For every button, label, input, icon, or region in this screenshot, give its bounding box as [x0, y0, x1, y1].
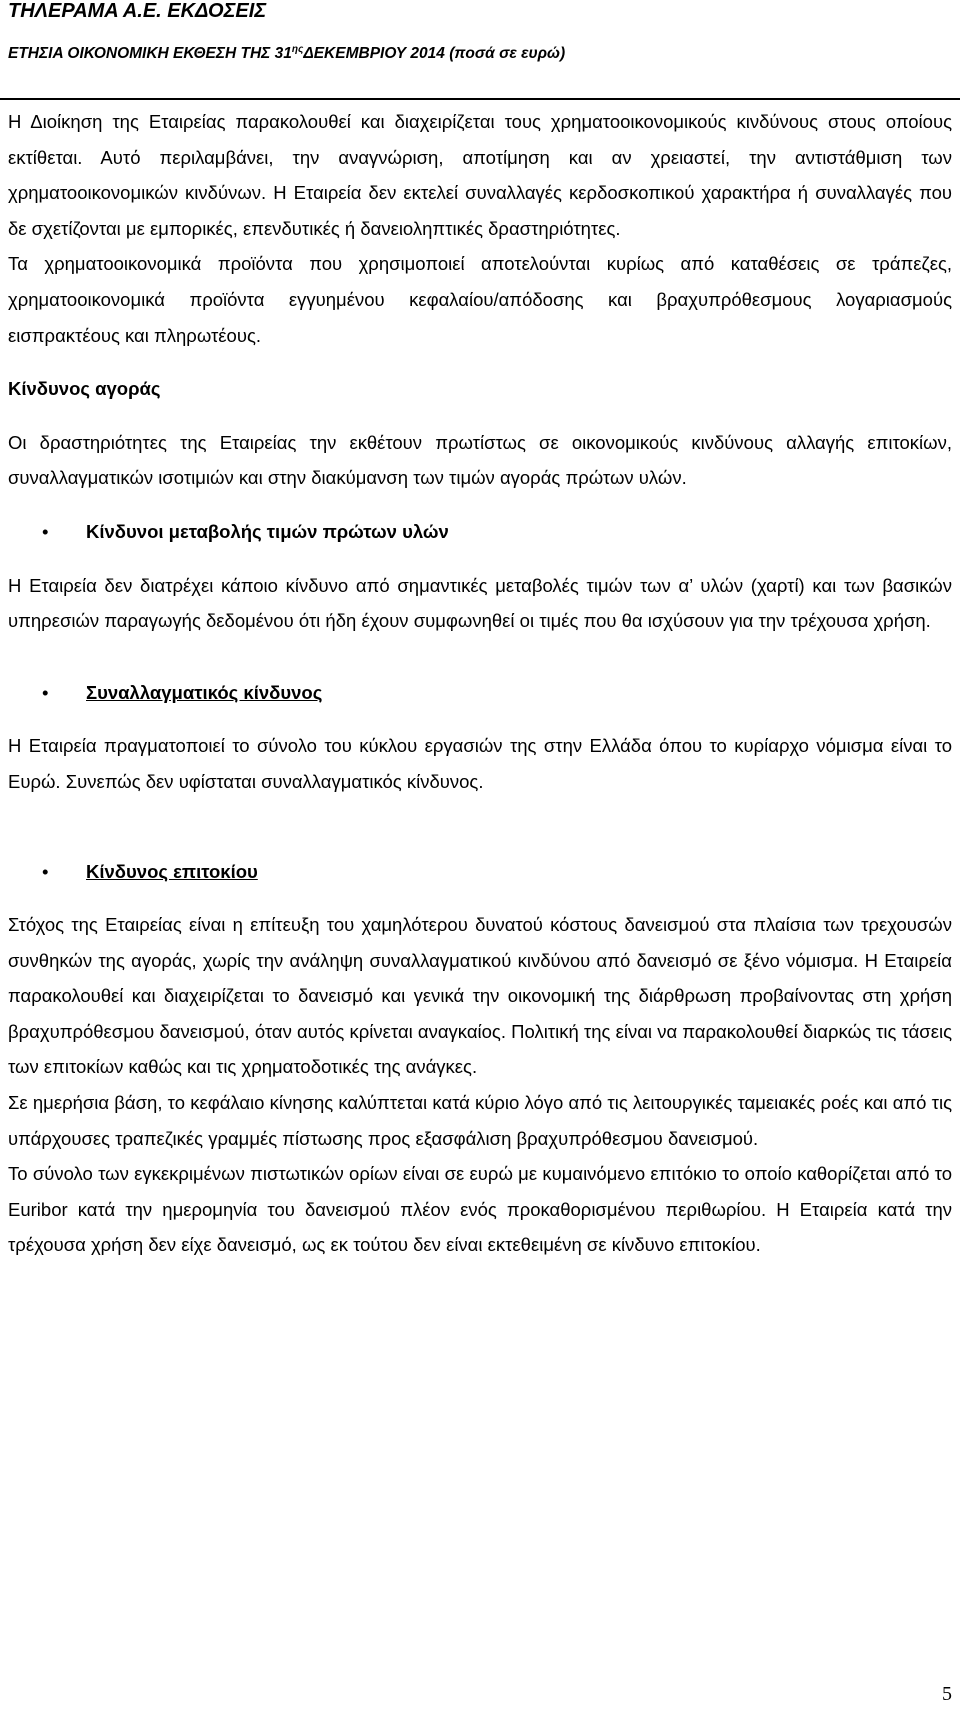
report-title-suffix: ΔΕΚΕΜΒΡΙΟΥ 2014 (ποσά σε ευρώ) — [303, 45, 566, 63]
fx-risk-paragraph: Η Εταιρεία πραγματοποιεί το σύνολο του κύκλου εργασιών της στην Ελλάδα όπου το κυρίαρχο νόμισμα είναι το Ευρώ. Συνεπώς δεν υφίσταται συναλλαγματικός κίνδυνος. — [8, 735, 952, 792]
instruments-paragraph: Τα χρηματοοικονομικά προϊόντα που χρησιμοποιεί αποτελούνται κυρίως από καταθέσεις σε τράπεζες, χρηματοοικονομικά προϊόντα εγγυημένου κεφαλαίου/απόδοσης και βραχυπρόθεσμους λογαριασμούς εισπρακτέους και πληρωτέους. — [8, 253, 952, 346]
interest-rate-paragraph-1: Στόχος της Εταιρείας είναι η επίτευξη του χαμηλότερου δυνατού κόστους δανεισμού στα πλαίσια των τρεχουσών συνθηκών της αγοράς, χωρίς την ανάληψη συναλλαγματικού κινδύνου από δανεισμό σε ξένο νόμισμα. Η Εταιρεία παρακολουθεί και διαχειρίζεται το δανεισμό και γενικά την οικονομική της διάρθρωση προβαίνοντας στη χρήση βραχυπρόθεσμου δανεισμού, όταν αυτός κρίνεται αναγκαίος. Πολιτική της είναι να παρακολουθεί διαρκώς τις τάσεις των επιτοκίων καθώς και τις χρηματοδοτικές της ανάγκες. — [8, 914, 952, 1078]
report-title-prefix: ΕΤΗΣΙΑ ΟΙΚΟΝΟΜΙΚΗ ΕΚΘΕΣΗ ΤΗΣ 31 — [8, 45, 292, 63]
document-body — [8, 104, 952, 1263]
page-header — [8, 0, 952, 64]
report-title-superscript: ης — [291, 44, 304, 55]
fx-risk-title: Συναλλαγματικός κίνδυνος — [86, 681, 323, 703]
market-risk-heading: Κίνδυνος αγοράς — [8, 378, 161, 400]
company-name: ΤΗΛΕΡΑΜΑ Α.Ε. ΕΚΔΟΣΕΙΣ — [8, 0, 267, 22]
market-risk-paragraph: Οι δραστηριότητες της Εταιρείας την εκθέτουν πρωτίστως σε οικονομικούς κινδύνους αλλαγής επιτοκίων, συναλλαγματικών ισοτιμιών και στην διακύμανση των τιμών αγοράς πρώτων υλών. — [8, 431, 952, 489]
interest-rate-paragraph-3: Το σύνολο των εγκεκριμένων πιστωτικών ορίων είναι σε ευρώ με κυμαινόμενο επιτόκιο το οποίο καθορίζεται από το Euribor κατά την ημερομηνία του δανεισμού πλέον ενός προκαθορισμένου περιθωρίου. Η Εταιρεία κατά την τρέχουσα χρήση δεν είχε δανεισμό, ως εκ τούτου δεν είναι εκτεθειμένη σε κίνδυνο επιτοκίου. — [8, 1163, 952, 1256]
interest-rate-paragraph-2: Σε ημερήσια βάση, το κεφάλαιο κίνησης καλύπτεται κατά κύριο λόγο από τις λειτουργικές ταμειακές ροές και από τις υπάρχουσες τραπεζικές γραμμές πίστωσης προς εξασφάλιση βραχυπρόθεσμου δανεισμού. — [8, 1092, 952, 1149]
raw-materials-risk-title: Κίνδυνοι μεταβολής τιμών πρώτων υλών — [86, 520, 449, 542]
interest-rate-risk-heading — [8, 854, 952, 890]
page-number: 5 — [942, 1683, 952, 1705]
bullet-icon: • — [42, 520, 49, 542]
intro-paragraph: Η Διοίκηση της Εταιρείας παρακολουθεί και διαχειρίζεται τους χρηματοοικονομικούς κινδύνους στους οποίους εκτίθεται. Αυτό περιλαμβάνει, την αναγνώριση, αποτίμηση και αν χρειαστεί, την αντιστάθμιση των χρηματοοικονομικών κινδύνων. Η Εταιρεία δεν εκτελεί συναλλαγές κερδοσκοπικού χαρακτήρα ή συναλλαγές που δε σχετίζονται με εμπορικές, επενδυτικές ή δανειοληπτικές δραστηριότητες. — [8, 111, 952, 239]
raw-materials-risk-paragraph: Η Εταιρεία δεν διατρέχει κάποιο κίνδυνο από σημαντικές μεταβολές τιμών των α’ υλών (χαρτί) και των βασικών υπηρεσιών παραγωγής δεδομένου ότι ήδη έχουν συμφωνηθεί οι τιμές που θα ισχύσουν για την τρέχουσα χρήση. — [8, 574, 952, 632]
interest-rate-risk-title: Κίνδυνος επιτοκίου — [86, 860, 258, 882]
report-title — [8, 40, 952, 64]
fx-risk-heading — [8, 675, 952, 711]
bullet-icon: • — [42, 681, 49, 703]
bullet-icon: • — [42, 860, 49, 882]
header-divider — [0, 98, 960, 100]
raw-materials-risk-heading — [8, 514, 952, 550]
